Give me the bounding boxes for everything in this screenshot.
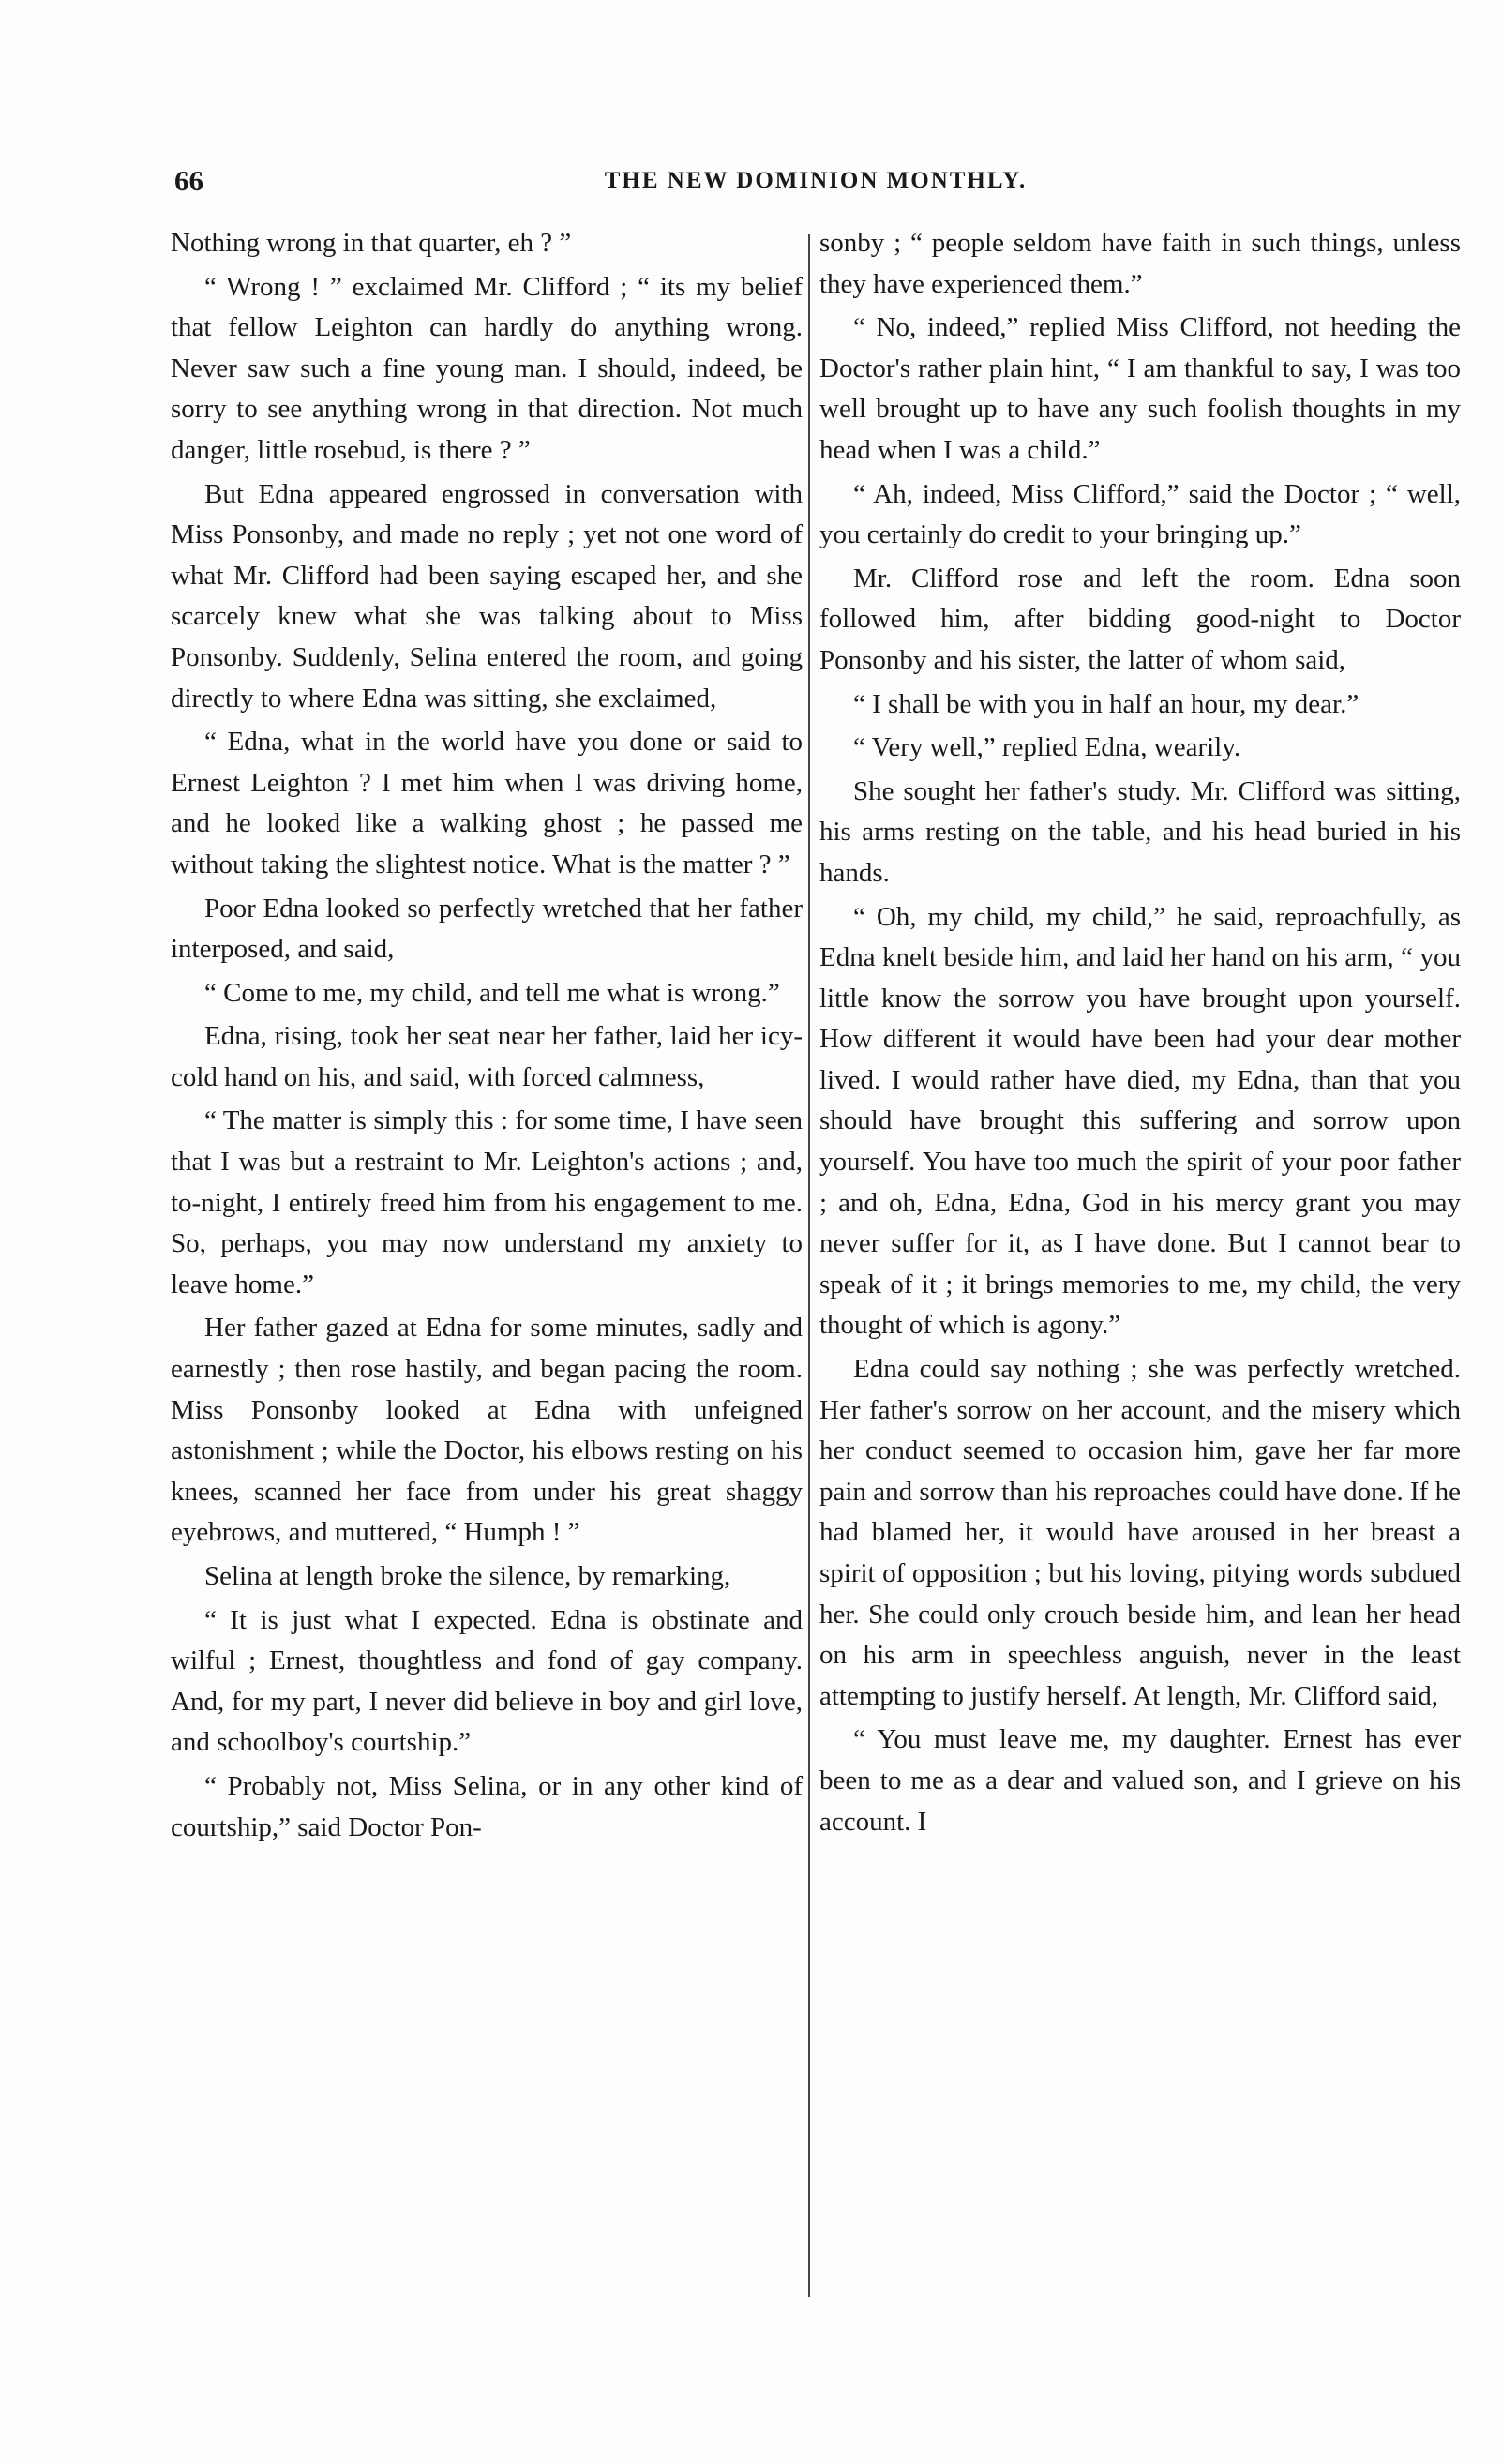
paragraph: “ You must leave me, my daughter. Ernest has ever been to me as a dear and valued son, and I grieve on his account. I (819, 1724, 1461, 1837)
paragraph: “ Ah, indeed, Miss Clifford,” said the Doctor ; “ well, you certainly do credit to your bringing up.” (819, 478, 1461, 550)
paragraph: “ Edna, what in the world have you done or said to Ernest Leighton ? I met him when I was driving home, and he looked like a walking ghost ; he passed me without taking the slightest notice. What is the matter ? ” (171, 727, 803, 879)
page-number: 66 (174, 164, 203, 197)
paragraph: “ I shall be with you in half an hour, my dear.” (853, 688, 1359, 719)
paragraph: “ Oh, my child, my child,” he said, reproachfully, as Edna knelt beside him, and laid her hand on his arm, “ you little know the sorrow you have brought upon yourself. How different it would have been had your dear mother lived. I would rather have died, my Edna, than that you should have brought this suffering and sorrow upon yourself. You have too much the spirit of your poor father ; and oh, Edna, Edna, God in his mercy grant you may never suffer for it, as I have done. But I cannot bear to speak of it ; it brings memories to me, my child, the very thought of which is agony.” (819, 901, 1461, 1341)
paragraph: “ It is just what I expected. Edna is obstinate and wilful ; Ernest, thoughtless and fond of gay company. And, for my part, I never did believe in boy and girl love, and schoolboy's courtship.” (171, 1604, 803, 1758)
page-header (169, 158, 1463, 204)
right-column (819, 223, 1461, 1845)
running-title: THE NEW DOMINION MONTHLY. (604, 168, 1028, 193)
paragraph: “ Come to me, my child, and tell me what is wrong.” (204, 977, 780, 1008)
paragraph: “ No, indeed,” replied Miss Clifford, not heeding the Doctor's rather plain hint, “ I am thankful to say, I was too well brought up to have any such foolish thoughts in my head when I was a child.” (819, 312, 1461, 465)
paragraph: Mr. Clifford rose and left the room. Edna soon followed him, after bidding good-night to Doctor Ponsonby and his sister, the latter of whom said, (819, 563, 1461, 675)
left-column (171, 223, 803, 1851)
paragraph: Edna, rising, took her seat near her father, laid her icy-cold hand on his, and said, with forced calmness, (171, 1021, 803, 1092)
paragraph: “ Very well,” replied Edna, wearily. (853, 732, 1241, 763)
paragraph: “ The matter is simply this : for some time, I have seen that I was but a restraint to Mr. Leighton's actions ; and, to-night, I entirely freed him from his engagement to me. So, perhaps, you may now understand my anxiety to leave home.” (171, 1105, 803, 1300)
paragraph: “ Probably not, Miss Selina, or in any other kind of courtship,” said Doctor Pon- (171, 1770, 803, 1842)
paragraph: Edna could say nothing ; she was perfectly wretched. Her father's sorrow on her account, and the misery which her conduct seemed to occasion him, gave her far more pain and sorrow than his reproaches could have done. If he had blamed her, it would have aroused in her breast a spirit of opposition ; but his loving, pitying words subdued her. She could only crouch beside him, and lean her head on his arm in speechless anguish, never in the least attempting to justify herself. At length, Mr. Clifford said, (819, 1354, 1461, 1711)
paragraph: Her father gazed at Edna for some minutes, sadly and earnestly ; then rose hastily, and began pacing the room. Miss Ponsonby looked at Edna with unfeigned astonishment ; while the Doctor, his elbows resting on his knees, scanned her face from under his great shaggy eyebrows, and muttered, “ Humph ! ” (171, 1313, 803, 1548)
paragraph: But Edna appeared engrossed in conversation with Miss Ponsonby, and made no reply ; yet not one word of what Mr. Clifford had been saying escaped her, and she scarcely knew what she was talking about to Miss Ponsonby. Suddenly, Selina entered the room, and going directly to where Edna was sitting, she exclaimed, (171, 478, 803, 714)
column-divider (808, 234, 810, 2297)
paragraph: Nothing wrong in that quarter, eh ? ” (171, 228, 572, 258)
paragraph: sonby ; “ people seldom have faith in such things, unless they have experienced them.” (819, 228, 1461, 299)
paragraph: She sought her father's study. Mr. Clifford was sitting, his arms resting on the table, and his head buried in his hands. (819, 775, 1461, 888)
paragraph: Poor Edna looked so perfectly wretched that her father interposed, and said, (171, 893, 803, 965)
paragraph: Selina at length broke the silence, by remarking, (204, 1561, 731, 1591)
paragraph: “ Wrong ! ” exclaimed Mr. Clifford ; “ its my belief that fellow Leighton can hardly do anything wrong. Never saw such a fine young man. I should, indeed, be sorry to see anything wrong in that direction. Not much danger, little rosebud, is there ? ” (171, 271, 803, 465)
